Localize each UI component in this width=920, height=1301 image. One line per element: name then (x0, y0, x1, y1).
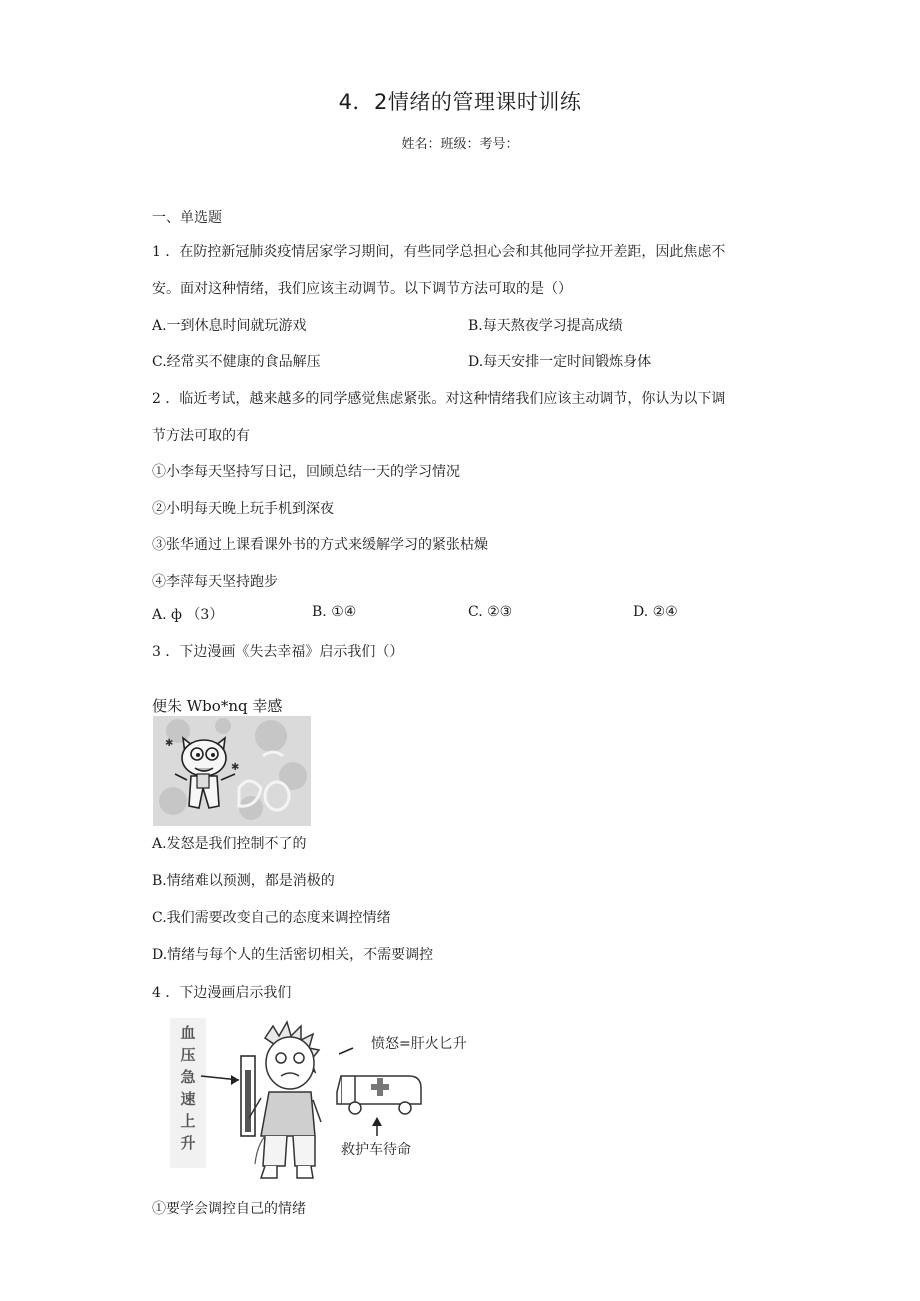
q3-option-d: D.情绪与每个人的生活密切相关，不需要调控 (152, 947, 434, 963)
q4-stem: 4 ．下边漫画启示我们 (152, 985, 292, 1001)
q1-stem-line1: 1 ．在防控新冠肺炎疫情居家学习期间，有些同学总担心会和其他同学拉开差距，因此焦虑不 (152, 244, 726, 260)
q3-cartoon-image (153, 716, 311, 826)
q2-item-1: ①小李每天坚持写日记，回顾总结一天的学习情况 (152, 464, 460, 480)
q1-stem-line2: 安。面对这种情绪，我们应该主动调节。以下调节方法可取的是（） (152, 281, 572, 297)
q3-stem: 3 ．下边漫画《失去幸福》启示我们（） (152, 644, 404, 660)
blood-pressure-vertical-label: 血 压 急 速 上 升 (180, 1024, 196, 1152)
q2-stem-line1: 2 ．临近考试，越来越多的同学感觉焦虑紧张。对这种情绪我们应该主动调节，你认为以下调 (152, 391, 726, 407)
q3-option-b: B.情绪难以预测，都是消极的 (152, 873, 335, 889)
q4-cartoon-image (165, 1018, 465, 1188)
q2-stem-line2: 节方法可取的有 (152, 428, 250, 444)
ambulance-label: 救护车待命 (341, 1142, 411, 1158)
q1-option-a: A.一到休息时间就玩游戏 (152, 318, 307, 334)
section-heading: 一、单选题 (152, 210, 222, 226)
q2-item-2: ②小明每天晚上玩手机到深夜 (152, 501, 334, 517)
q1-option-d: D.每天安排一定时间锻炼身体 (468, 354, 652, 370)
q2-option-a: A. ф （3） (152, 607, 224, 623)
q3-option-c: C.我们需要改变自己的态度来调控情绪 (152, 910, 391, 926)
q3-option-a: A.发怒是我们控制不了的 (152, 836, 307, 852)
q2-option-d: D. ②④ (633, 604, 678, 620)
q1-option-b: B.每天熬夜学习提高成绩 (468, 318, 623, 334)
q2-option-b: B. ①④ (312, 604, 357, 620)
q2-item-3: ③张华通过上课看课外书的方式来缓解学习的紧张枯燥 (152, 537, 488, 553)
student-info-line: 姓名：班级：考号： (401, 137, 519, 152)
svg-text:✱: ✱ (165, 738, 174, 749)
q3-cartoon-caption: 便朱 Wbo*nq 幸感 (152, 697, 283, 715)
q2-option-c: C. ②③ (468, 604, 513, 620)
svg-text:✱: ✱ (231, 762, 240, 773)
q2-item-4: ④李萍每天坚持跑步 (152, 574, 278, 590)
page-title: 4．2情绪的管理课时训练 (338, 90, 582, 114)
anger-label: 愤怒=肝火匕升 (371, 1036, 467, 1052)
q4-item-1: ①要学会调控自己的情绪 (152, 1201, 306, 1217)
q1-option-c: C.经常买不健康的食品解压 (152, 354, 321, 370)
